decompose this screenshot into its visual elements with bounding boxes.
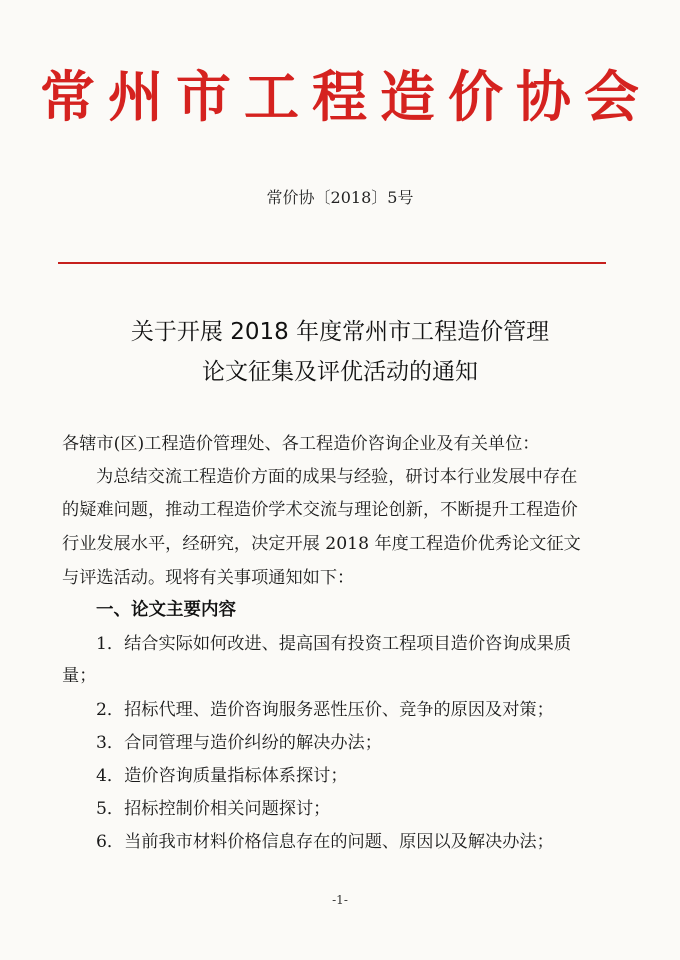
intro-paragraph-line: 与评选活动。现将有关事项通知如下： bbox=[62, 568, 355, 588]
notice-title-line-1: 关于开展 2018 年度常州市工程造价管理 bbox=[130, 319, 550, 345]
salutation: 各辖市(区)工程造价管理处、各工程造价咨询企业及有关单位： bbox=[62, 434, 540, 454]
intro-paragraph-line: 的疑难问题，推动工程造价学术交流与理论创新，不断提升工程造价 bbox=[62, 500, 578, 520]
list-item: 4．造价咨询质量指标体系探讨； bbox=[96, 766, 348, 786]
list-item: 3．合同管理与造价纠纷的解决办法； bbox=[96, 733, 382, 753]
organization-header: 常州市工程造价协会 bbox=[40, 65, 653, 129]
list-item: 6．当前我市材料价格信息存在的问题、原因以及解决办法； bbox=[96, 832, 554, 852]
list-item: 5．招标控制价相关问题探讨； bbox=[96, 799, 331, 819]
intro-paragraph-line: 为总结交流工程造价方面的成果与经验，研讨本行业发展中存在 bbox=[96, 467, 578, 487]
list-item: 量； bbox=[62, 666, 97, 686]
document-number: 常价协〔2018〕5号 bbox=[266, 188, 414, 207]
page-number: -1- bbox=[332, 893, 348, 907]
red-divider-rule bbox=[58, 262, 606, 264]
section-heading-content: 一、论文主要内容 bbox=[96, 600, 236, 620]
list-item: 1．结合实际如何改进、提高国有投资工程项目造价咨询成果质 bbox=[96, 634, 572, 654]
notice-title-line-2: 论文征集及评优活动的通知 bbox=[202, 359, 478, 385]
list-item: 2．招标代理、造价咨询服务恶性压价、竞争的原因及对策； bbox=[96, 700, 554, 720]
intro-paragraph-line: 行业发展水平，经研究，决定开展 2018 年度工程造价优秀论文征文 bbox=[62, 534, 581, 554]
